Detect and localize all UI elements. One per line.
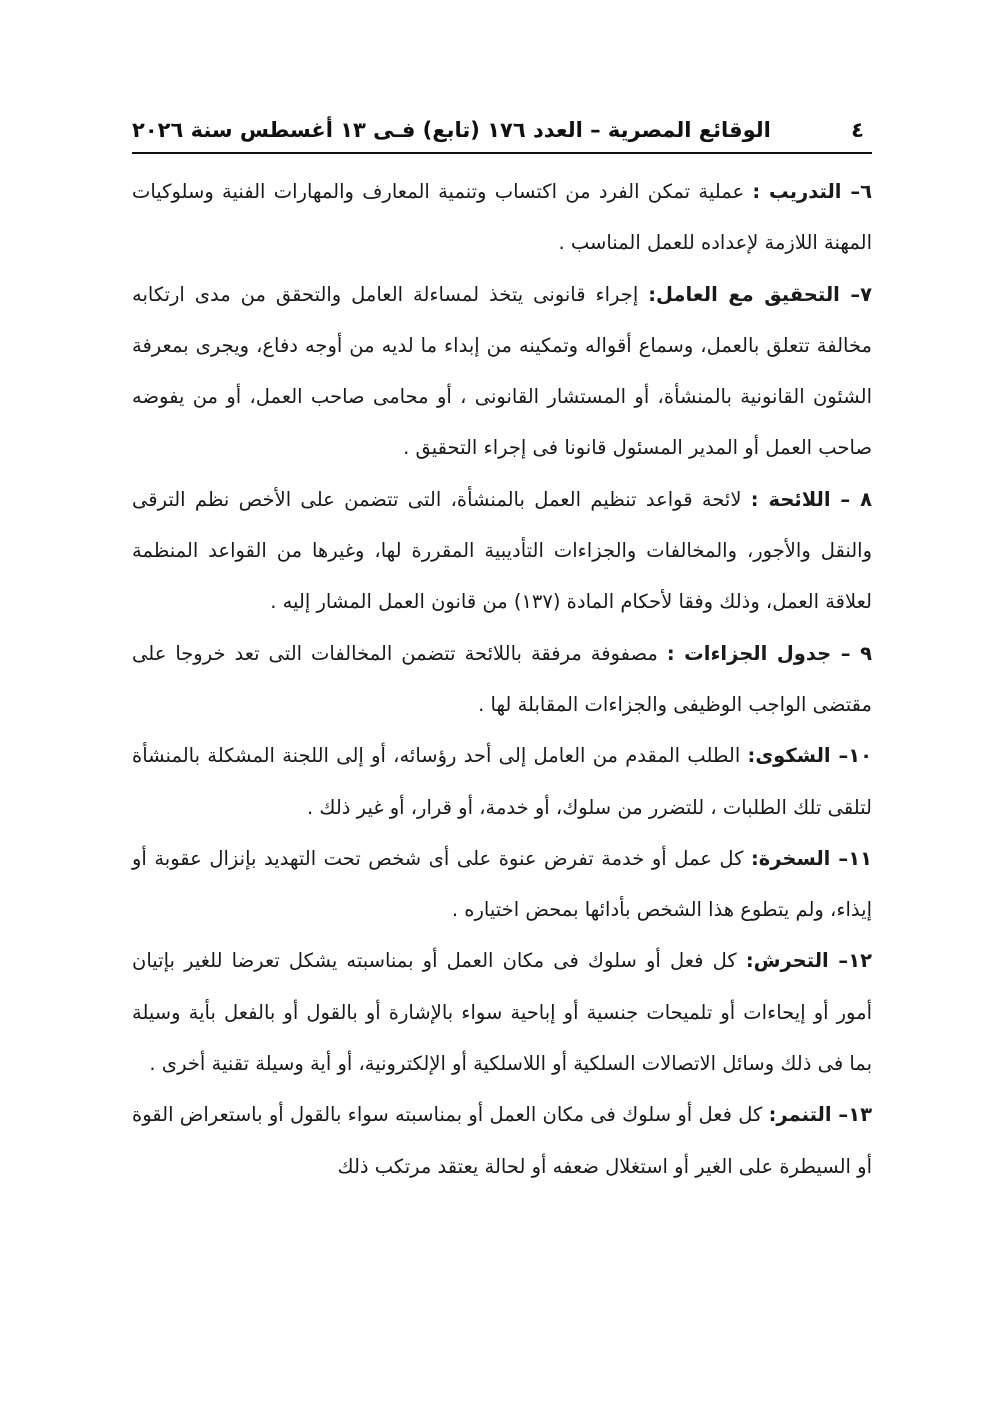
definition-paragraph	[132, 1089, 872, 1192]
definition-term: ١١– السخرة:	[750, 846, 872, 870]
definition-term: ٦– التدريب :	[752, 180, 873, 203]
definition-paragraph	[132, 935, 872, 1089]
definition-text: الطلب المقدم من العامل إلى أحد رؤسائه، أو إلى اللجنة المشكلة بالمنشأة لتلقى تلك الطلبات ، للتضرر من سلوك، أو خدمة، أو قرار، أو غير ذلك .	[132, 744, 872, 819]
definition-text: مصفوفة مرفقة باللائحة تتضمن المخالفات التى تعد خروجا على مقتضى الواجب الوظيفى والجزاءات المقابلة لها .	[132, 641, 872, 716]
definition-paragraph	[132, 730, 872, 833]
definition-text: كل فعل أو سلوك فى مكان العمل أو بمناسبته يشكل تعرضا للغير بإتيان أمور أو إيحاءات أو تلميحات جنسية أو إباحية سواء بالإشارة أو بالقول أو بالفعل بأية وسيلة بما فى ذلك وسائل الاتصالات السلكية أو اللاسلكية أو الإلكترونية، أو أية وسيلة تقنية أخرى .	[132, 949, 872, 1076]
definition-paragraph	[132, 166, 872, 269]
definition-paragraph	[132, 269, 872, 474]
document-page	[132, 108, 872, 1192]
definition-term: ٩ – جدول الجزاءات :	[666, 641, 872, 665]
definition-term: ١٣– التنمر:	[768, 1103, 872, 1127]
definition-paragraph	[132, 628, 872, 731]
definition-text: إجراء قانونى يتخذ لمساءلة العامل والتحقق من مدى ارتكابه مخالفة تتعلق بالعمل، وسماع أقواله وتمكينه من إبداء ما لديه من أوجه دفاع، ويجرى بمعرفة الشئون القانونية بالمنشأة، أو المستشار القانونى ، أو محامى صاحب العمل، أو من يفوضه صاحب العمل أو المدير المسئول قانونا فى إجراء التحقيق .	[132, 282, 872, 460]
definition-term: ١٢– التحرش:	[745, 949, 872, 973]
gazette-issue-title: الوقائع المصرية – العدد ١٧٦ (تابع) فـى ١٣ أغسطس سنة ٢٠٢٦	[132, 118, 771, 142]
definition-term: ١٠– الشكوى:	[747, 744, 873, 768]
definition-term: ٨ – اللائحة :	[750, 487, 872, 511]
definition-term: ٧– التحقيق مع العامل:	[648, 282, 872, 306]
page-number: ٤	[851, 118, 864, 142]
definition-paragraph	[132, 833, 872, 936]
definition-text: عملية تمكن الفرد من اكتساب وتنمية المعارف والمهارات الفنية وسلوكيات المهنة اللازمة لإعداده للعمل المناسب .	[132, 180, 872, 255]
definition-text: كل فعل أو سلوك فى مكان العمل أو بمناسبته سواء بالقول أو باستعراض القوة أو السيطرة على الغير أو استغلال ضعفه أو لحالة يعتقد مرتكب ذلك	[132, 1103, 872, 1178]
page-header	[132, 108, 872, 154]
document-body	[132, 166, 872, 1192]
definition-paragraph	[132, 474, 872, 628]
definition-text: كل عمل أو خدمة تفرض عنوة على أى شخص تحت التهديد بإنزال عقوبة أو إيذاء، ولم يتطوع هذا الشخص بأدائها بمحض اختياره .	[132, 846, 872, 922]
definition-text: لائحة قواعد تنظيم العمل بالمنشأة، التى تتضمن على الأخص نظم الترقى والنقل والأجور، والمخالفات والجزاءات التأديبية المقررة لها، وغيرها من القواعد المنظمة لعلاقة العمل، وذلك وفقا لأحكام المادة (١٣٧) من قانون العمل المشار إليه .	[132, 487, 872, 614]
